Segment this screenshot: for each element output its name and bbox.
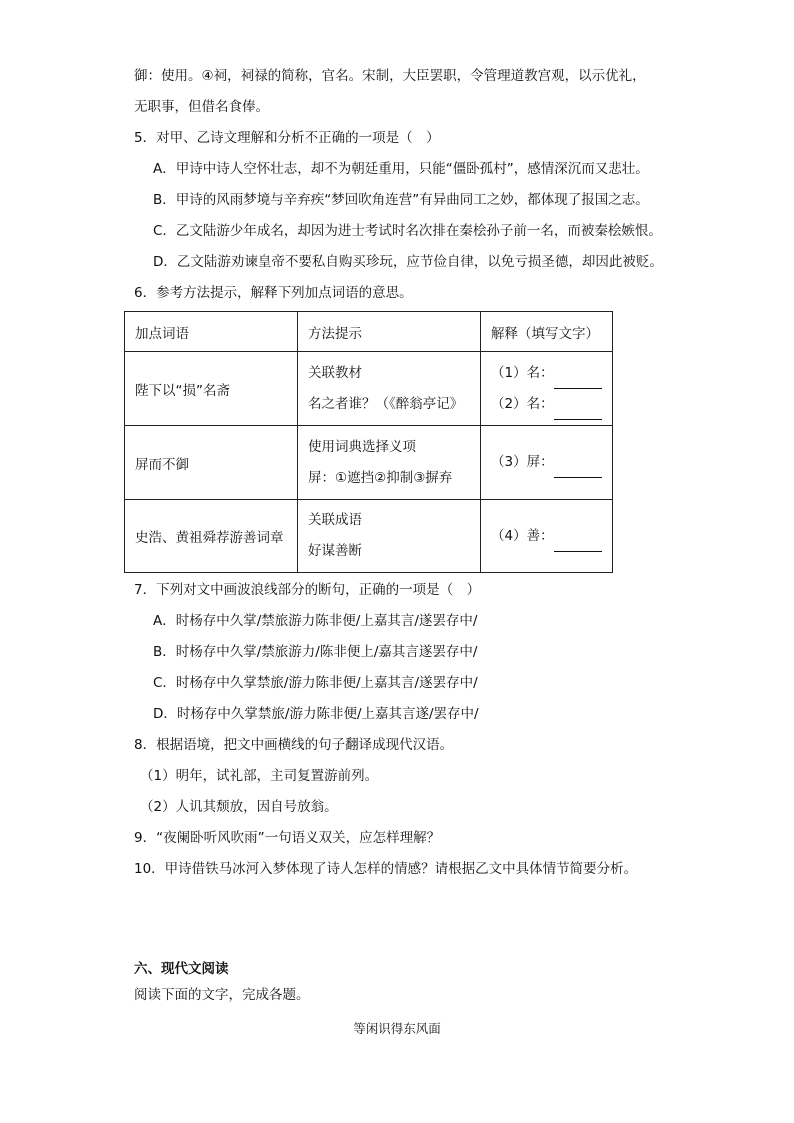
question-8-stem: 8．根据语境，把文中画横线的句子翻译成现代汉语。: [134, 737, 454, 753]
table-header-word: 加点词语: [125, 312, 298, 352]
answer-blank[interactable]: [554, 537, 602, 552]
table-header-hint: 方法提示: [298, 312, 481, 352]
question-10: 10．甲诗借铁马冰河入梦体现了诗人怎样的情感？请根据乙文中具体情节简要分析。: [134, 861, 638, 877]
answer-label: （4）善：: [491, 527, 554, 544]
section-instruction: 阅读下面的文字，完成各题。: [134, 987, 310, 1003]
note-line-2: 无职事，但借名食俸。: [134, 99, 269, 115]
note-line-1: 御：使用。④祠，祠禄的简称，官名。宋制，大臣罢职，令管理道教宫观，以示优礼，: [134, 68, 646, 84]
question-7-option-b[interactable]: B．时杨存中久掌/禁旅游力/陈非便上/嘉其言遂罢存中/: [153, 644, 478, 660]
table-row: [125, 426, 613, 500]
hint-line: 名之者谁？（《醉翁亭记》: [308, 395, 464, 412]
question-8-item-2: （2）人讥其颓放，因自号放翁。: [140, 799, 338, 815]
question-5-option-b[interactable]: B．甲诗的风雨梦境与辛弃疾“梦回吹角连营”有异曲同工之妙，都体现了报国之志。: [153, 192, 649, 208]
hint-line: 屏：①遮挡②抑制③摒弃: [308, 469, 453, 486]
answer-label: （2）名：: [491, 395, 554, 412]
answer-label: （3）屏：: [491, 454, 554, 470]
table-answer-cell: [481, 500, 613, 573]
answer-blank[interactable]: [554, 463, 602, 478]
table-word-cell: 屏而不御: [125, 426, 298, 500]
article-title: 等闲识得东风面: [353, 1021, 441, 1036]
method-table: [124, 311, 613, 573]
question-6-stem: 6．参考方法提示，解释下列加点词语的意思。: [134, 285, 413, 301]
question-5-option-a[interactable]: A．甲诗中诗人空怀壮志，却不为朝廷重用，只能“僵卧孤村”，感情深沉而又悲壮。: [153, 161, 649, 177]
table-word-cell: 史浩、黄祖舜荐游善词章: [125, 500, 298, 573]
table-hint-cell: [298, 426, 481, 500]
table-header-row: [125, 312, 613, 352]
table-row: [125, 500, 613, 573]
table-hint-cell: [298, 352, 481, 426]
table-row: [125, 352, 613, 426]
hint-line: 好谋善断: [308, 543, 362, 559]
table-header-answer: 解释（填写文字）: [481, 312, 613, 352]
question-5-option-c[interactable]: C．乙文陆游少年成名，却因为进士考试时名次排在秦桧孙子前一名，而被秦桧嫉恨。: [153, 223, 662, 239]
section-heading: 六、现代文阅读: [134, 961, 229, 977]
answer-label: （1）名：: [491, 364, 554, 381]
question-7-option-d[interactable]: D．时杨存中久掌禁旅/游力陈非便/上嘉其言遂/罢存中/: [153, 706, 479, 722]
question-8-item-1: （1）明年，试礼部，主司复置游前列。: [140, 768, 379, 784]
hint-line: 关联教材: [308, 364, 362, 381]
question-5-stem: 5．对甲、乙诗文理解和分析不正确的一项是（ ）: [134, 130, 440, 146]
table-word-cell: 陛下以“损”名斋: [125, 352, 298, 426]
table-hint-cell: [298, 500, 481, 573]
hint-line: 关联成语: [308, 512, 362, 528]
question-5-option-d[interactable]: D．乙文陆游劝谏皇帝不要私自购买珍玩，应节俭自律，以免亏损圣德，却因此被贬。: [153, 254, 663, 270]
table-answer-cell: [481, 426, 613, 500]
question-7-stem: 7．下列对文中画波浪线部分的断句，正确的一项是（ ）: [134, 582, 481, 598]
answer-blank[interactable]: [554, 405, 602, 420]
hint-line: 使用词典选择义项: [308, 438, 416, 455]
question-7-option-a[interactable]: A．时杨存中久掌/禁旅游力陈非便/上嘉其言/遂罢存中/: [153, 613, 478, 629]
question-7-option-c[interactable]: C．时杨存中久掌禁旅/游力陈非便/上嘉其言/遂罢存中/: [153, 675, 478, 691]
table-answer-cell: [481, 352, 613, 426]
answer-blank[interactable]: [554, 374, 602, 389]
question-9: 9．“夜阑卧听风吹雨”一句语义双关，应怎样理解？: [134, 830, 441, 846]
